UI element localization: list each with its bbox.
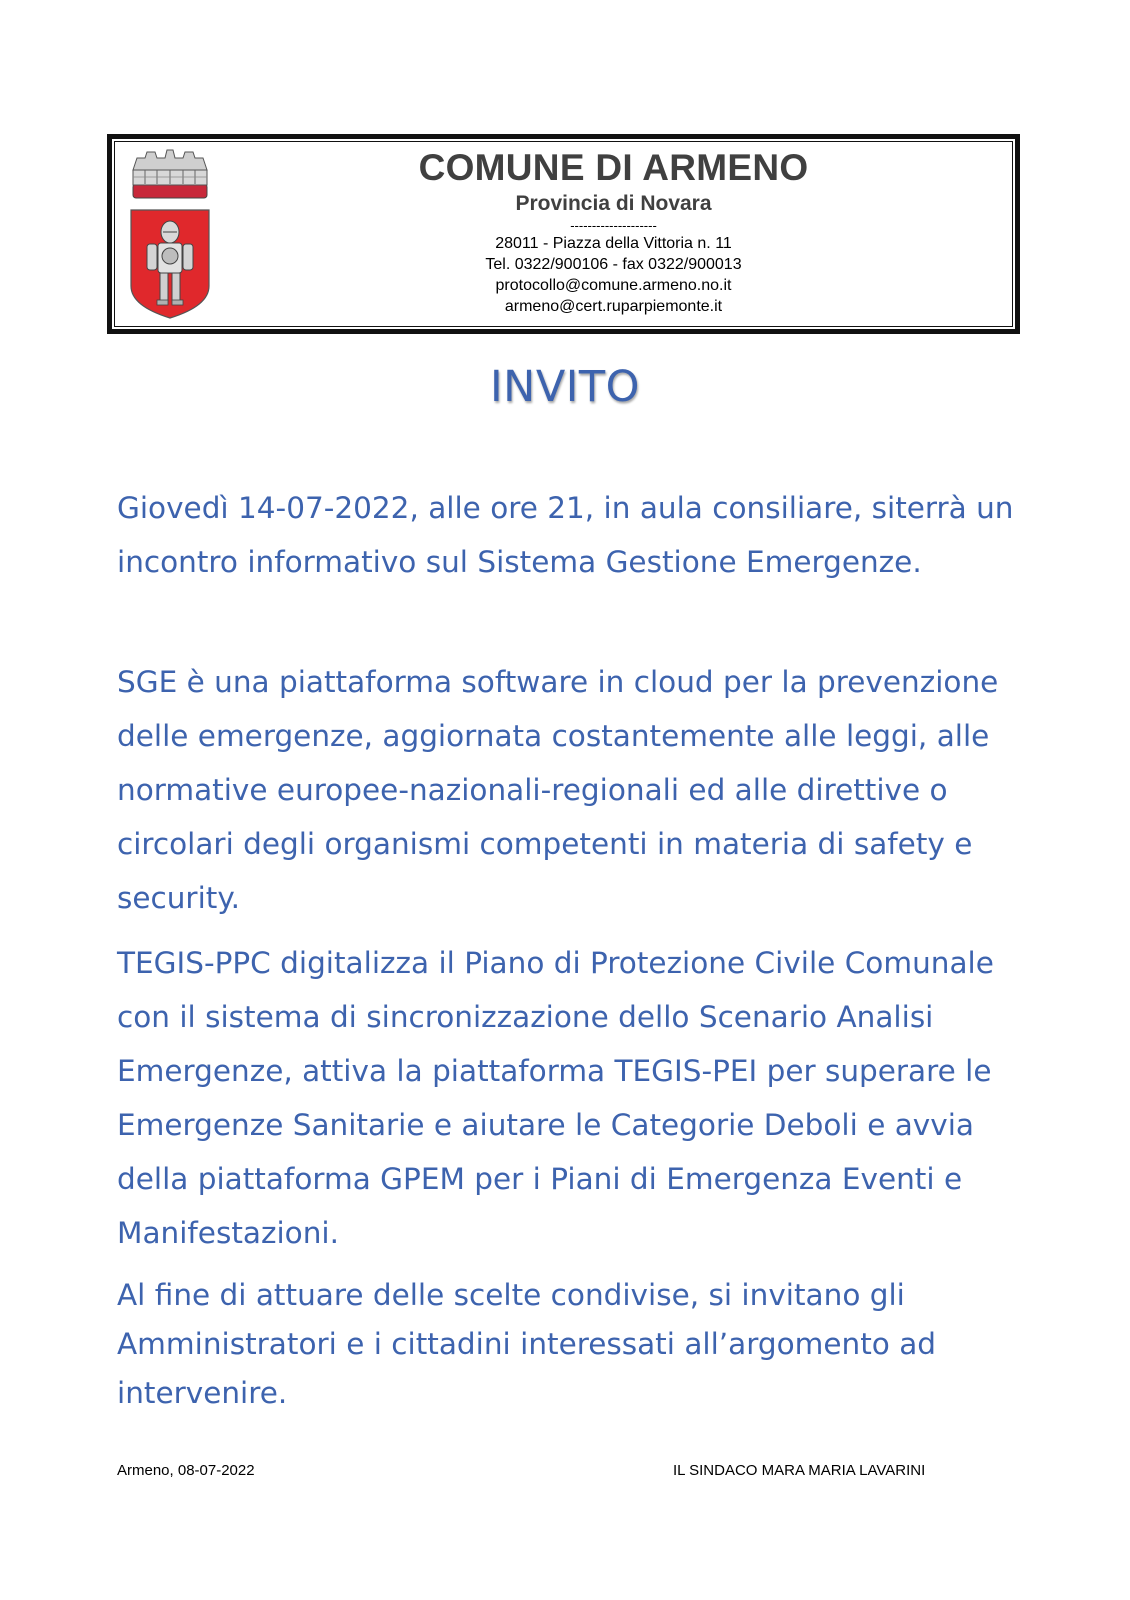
paragraph-tegis-description: TEGIS-PPC digitalizza il Piano di Protezione Civile Comunale con il sistema di sincronizzazione dello Scenario Analisi Emergenze, attiva la piattaforma TEGIS-PEI per superare le Emergenze Sanitarie e aiutare le Categorie Deboli e avvia della piattaforma GPEM per i Piani di Emergenza Eventi e Manifestazioni.: [117, 946, 994, 1250]
paragraph-event-date: Giovedì 14-07-2022, alle ore 21, in aula consiliare, siterrà un incontro informativo sul Sistema Gestione Emergenze.: [117, 491, 1014, 579]
pec-line: armeno@cert.ruparpiemonte.it: [504, 298, 723, 315]
place-date: Armeno, 08-07-2022: [117, 1462, 255, 1479]
province-name: Provincia di Novara: [515, 192, 712, 215]
paragraph-invitation: Al fine di attuare delle scelte condivise, si invitano gli Amministratori e i cittadini interessati all’argomento ad intervenire.: [117, 1278, 936, 1410]
phone-line: Tel. 0322/900106 - fax 0322/900013: [485, 256, 742, 273]
email-line: protocollo@comune.armeno.no.it: [495, 277, 732, 294]
invitation-heading: INVITO: [489, 362, 641, 412]
municipality-name: COMUNE DI ARMENO: [418, 147, 809, 188]
letterhead-text: [235, 142, 992, 317]
letterhead-box: [107, 134, 1020, 334]
separator-line: --------------------: [570, 218, 657, 233]
address-line: 28011 - Piazza della Vittoria n. 11: [495, 235, 732, 252]
mayor-signature: IL SINDACO MARA MARIA LAVARINI: [673, 1462, 926, 1479]
letterhead-inner-frame: [114, 141, 1013, 327]
paragraph-sge-description: SGE è una piattaforma software in cloud per la prevenzione delle emergenze, aggiornata costantemente alle leggi, alle normative europee-nazionali-regionali ed alle direttive o circolari degli organismi competenti in materia di safety e security.: [117, 665, 999, 915]
crown-icon: [133, 150, 207, 198]
municipal-crest-icon: [127, 146, 213, 322]
shield-icon: [131, 210, 209, 318]
